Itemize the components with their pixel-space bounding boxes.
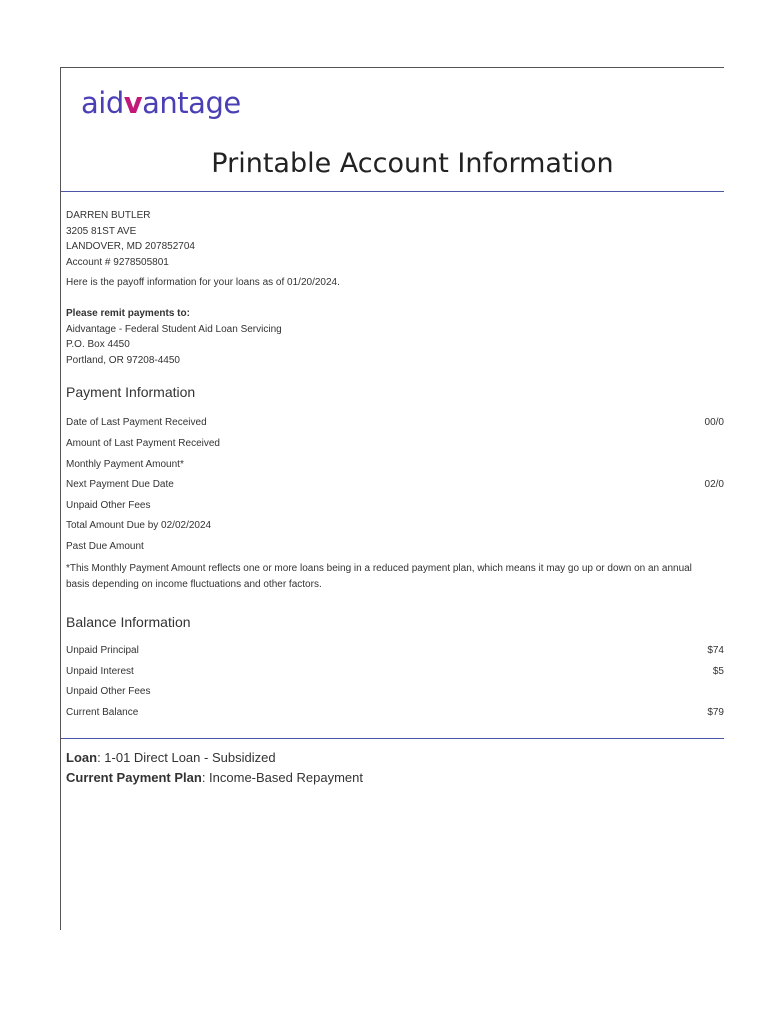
loan-details	[66, 748, 363, 788]
balance-row	[66, 666, 724, 680]
payment-row	[66, 417, 724, 431]
balance-row-label: Unpaid Other Fees	[66, 686, 151, 697]
remit-block	[66, 306, 282, 368]
balance-row	[66, 707, 724, 721]
balance-row-label: Unpaid Principal	[66, 645, 139, 656]
page-title: Printable Account Information	[211, 148, 614, 179]
payment-row-label: Next Payment Due Date	[66, 479, 174, 490]
remit-line-1: Aidvantage - Federal Student Aid Loan Servicing	[66, 323, 282, 335]
remit-line-3: Portland, OR 97208-4450	[66, 354, 180, 366]
payment-row	[66, 479, 724, 493]
customer-address-block	[66, 208, 195, 270]
payment-row-label: Past Due Amount	[66, 541, 144, 552]
loan-line	[66, 748, 363, 768]
customer-name: DARREN BUTLER	[66, 210, 151, 221]
loan-value: : 1-01 Direct Loan - Subsidized	[97, 750, 276, 765]
payment-row	[66, 500, 724, 514]
payment-plan-line	[66, 768, 363, 788]
payment-row-label: Date of Last Payment Received	[66, 417, 207, 428]
balance-row-label: Current Balance	[66, 707, 139, 718]
payment-row-value: 02/0	[704, 479, 724, 490]
balance-row-value: $74	[707, 645, 724, 656]
customer-street: 3205 81ST AVE	[66, 225, 137, 237]
payment-row	[66, 541, 724, 555]
payment-info-heading: Payment Information	[66, 384, 196, 400]
payment-row-label: Amount of Last Payment Received	[66, 438, 220, 449]
document-page	[60, 67, 724, 930]
balance-row-value: $79	[707, 707, 724, 718]
balance-row	[66, 645, 724, 659]
loan-label: Loan	[66, 750, 98, 765]
loan-divider	[61, 738, 724, 739]
aidvantage-logo: aidvantage	[81, 86, 241, 120]
balance-info-heading: Balance Information	[66, 614, 191, 630]
payment-row-value: 00/0	[704, 417, 724, 428]
payoff-intro: Here is the payoff information for your loans as of 01/20/2024.	[66, 277, 340, 288]
payment-plan-value: : Income-Based Repayment	[201, 770, 363, 785]
payment-row	[66, 520, 724, 534]
account-number: Account # 9278505801	[66, 256, 169, 268]
balance-row-label: Unpaid Interest	[66, 666, 134, 677]
balance-row-value: $5	[712, 666, 724, 677]
payment-row-label: Monthly Payment Amount*	[66, 459, 184, 470]
remit-heading: Please remit payments to:	[66, 308, 190, 319]
payment-footnote: *This Monthly Payment Amount reflects one or more loans being in a reduced payment plan, which means it may go up or down on an annual basis depending on income fluctuations and other factors.	[66, 563, 692, 590]
payment-row-label: Unpaid Other Fees	[66, 500, 151, 511]
payment-row	[66, 459, 724, 473]
remit-line-2: P.O. Box 4450	[66, 339, 130, 350]
header-divider	[61, 191, 724, 192]
customer-city: LANDOVER, MD 207852704	[66, 241, 195, 252]
payment-row	[66, 438, 724, 452]
balance-row	[66, 686, 724, 700]
payment-plan-label: Current Payment Plan	[66, 770, 202, 785]
payment-row-label: Total Amount Due by 02/02/2024	[66, 520, 212, 531]
